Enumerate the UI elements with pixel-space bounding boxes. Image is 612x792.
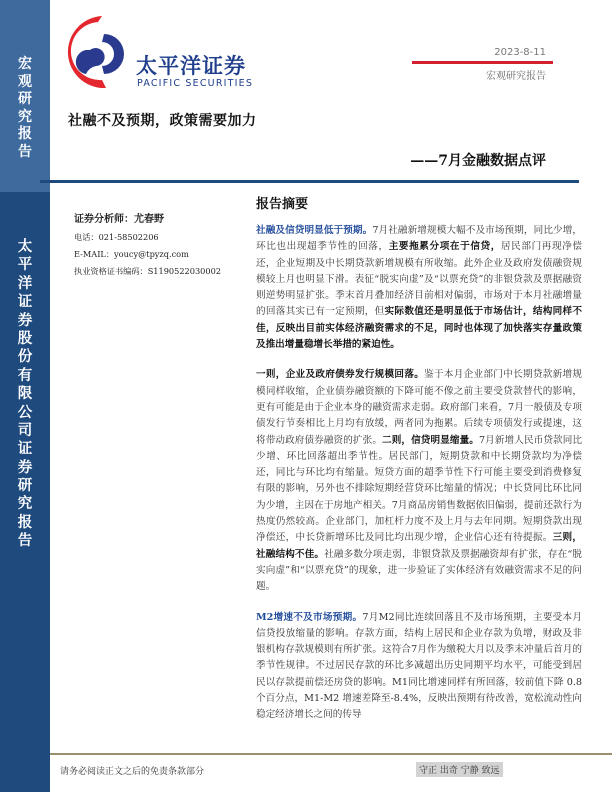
- logo-chinese-name: 太平洋证券: [136, 54, 246, 78]
- summary-paragraph-1: [256, 223, 582, 353]
- paragraph-text: 居民部门再现净偿还，企业短期及中长期贷款新增规模有所收缩。此外企业及政府发债融资规模较上月也明显下滑。表征“脱实向虚”及“以票充贷”的非银贷款及票据融资则逆势明显扩张。季末首月叠加经济目前相对偏弱，市场对于本月社融增量的回落其实已有一定预期，但: [256, 241, 583, 318]
- paragraph-text: 7月M2同比连续回落且不及市场预期，主要受本月信贷投放缩量的影响。存款方面，结构上居民和企业存款为负增，财政及非银机构存款规模则有所扩张。这符合7月作为缴税大月以及季末冲量后首月的季节性规律。不过居民存款的环比多减超出历史同期平均水平，可能受到居民以存款提前偿还房贷的影响。M1同比增速同样有所回落，较前值下降 0.8 个百分点，M1-M2 增速差降至-8.4%，反映出预期有待改善，宽松流动性向稳定经济增长之间的传导: [256, 611, 583, 721]
- sidebar-char: 司: [17, 421, 33, 439]
- analyst-phone: 电话：021-58502206: [74, 232, 159, 242]
- analyst-name: 证券分析师：尤春野: [74, 214, 164, 225]
- paragraph-text: 7月社融新增规模大幅不及市场预期，同比少增，环比也出现超季节性的回落，: [256, 225, 582, 253]
- sidebar-char: 证: [17, 440, 33, 458]
- summary-paragraph-2: [256, 367, 582, 595]
- paragraph-text: 7月新增人民币贷款同比少增、环比回落超出季节性。居民部门，短期贷款和中长期贷款均为净偿还，同比与环比均有缩量。短贷方面的超季节性下行可能主要受到消费修复有限的影响，另外也不排除短期经营贷环比缩量的情况；中长贷同比环比同为少增，主因在于房地产相关。7月商品房销售数据依旧偏弱，提前还款行为热度仍然较高。企业部门，加杠杆力度不及上月与去年同期。短期贷款出现净偿还，中长贷新增环比及同比均出现少增，企业信心还有待提振。: [256, 434, 583, 544]
- company-logo: [62, 12, 262, 92]
- sidebar-company-name: [0, 240, 50, 553]
- footer-disclaimer: 请务必阅读正文之后的免责条款部分: [60, 767, 205, 777]
- sidebar-char: 究: [17, 495, 33, 513]
- sidebar-char: 有: [17, 366, 33, 384]
- sidebar-char: 研: [17, 477, 33, 495]
- footer-divider: [50, 753, 612, 755]
- paragraph-lead: 社融及信贷明显低于预期。: [256, 225, 373, 236]
- analyst-email[interactable]: E-MAIL：youcy@tpyzq.com: [74, 249, 189, 259]
- sidebar-char: 究: [18, 108, 32, 125]
- report-type: 宏观研究报告: [486, 71, 546, 82]
- page-subtitle: ——7月金融数据点评: [410, 153, 546, 169]
- sidebar-char: 宏: [18, 56, 32, 72]
- footer-motto: 守正 出奇 宁静 致远: [416, 762, 503, 777]
- paragraph-text: 社融多数分项走弱，非银贷款及票据融资却有扩张，存在“脱实向虚”和“以票充贷”的现象，进一步验证了实体经济有效融资需求不足的问题。: [256, 548, 583, 593]
- title-divider: [40, 180, 579, 183]
- paragraph-emphasis: 三则，社融结构不佳。: [256, 532, 583, 560]
- sidebar-char: 太: [17, 238, 33, 255]
- analyst-license: 执业资格证书编码：S1190522030002: [74, 266, 222, 276]
- sidebar: [0, 0, 50, 792]
- sidebar-char: 报: [18, 126, 32, 142]
- paragraph-emphasis: 实际数值还是明显低于市场估计，结构同样不佳，反映出目前实体经济融资需求的不足，同时也体现了加快落实存量政策及推出增量稳增长举措的紧迫性。: [256, 306, 583, 351]
- sidebar-char: 限: [17, 385, 33, 403]
- sidebar-char: 券: [17, 458, 33, 476]
- sidebar-char: 份: [17, 348, 33, 366]
- sidebar-char: 告: [18, 143, 32, 160]
- logo-emblem-icon: [62, 12, 132, 92]
- sidebar-char: 平: [17, 256, 33, 274]
- analyst-info: [74, 210, 221, 283]
- sidebar-char: 证: [17, 293, 33, 311]
- sidebar-char: 洋: [17, 274, 33, 292]
- page-title: 社融不及预期，政策需要加力: [68, 113, 257, 129]
- sidebar-char: 股: [17, 329, 33, 347]
- header-red-divider: [412, 61, 553, 64]
- sidebar-char: 报: [17, 513, 33, 531]
- summary-paragraph-3: [256, 610, 582, 724]
- paragraph-emphasis: 一则，企业及政府债券发行规模回落。: [256, 369, 425, 381]
- sidebar-char: 券: [17, 311, 33, 329]
- summary-body: [256, 223, 582, 738]
- sidebar-report-category: [0, 57, 50, 162]
- paragraph-emphasis: 主要拖累分项在于信贷，: [388, 241, 501, 253]
- sidebar-char: 研: [18, 91, 32, 107]
- report-date: 2023-8-11: [494, 47, 546, 58]
- sidebar-char: 观: [18, 73, 32, 90]
- logo-english-name: PACIFIC SECURITIES: [137, 78, 254, 89]
- paragraph-text: 鉴于本月企业部门中长期贷款新增规模同样收缩，企业债券融资额的下降可能不像之前主要受贷款替代的影响，更有可能是由于企业本身的融资需求走弱。政府部门来看，7月一般债及专项债发行节奏相比上月均有放缓，两者同为拖累。后续专项债发行或提速，这将带动政府债券融资的扩张。: [256, 369, 583, 446]
- sidebar-char: 告: [17, 532, 33, 550]
- paragraph-emphasis: 二则，信贷明显缩量。: [382, 434, 479, 446]
- paragraph-lead: M2增速不及市场预期。: [256, 611, 363, 623]
- summary-heading: 报告摘要: [256, 197, 309, 212]
- sidebar-char: 公: [17, 403, 33, 421]
